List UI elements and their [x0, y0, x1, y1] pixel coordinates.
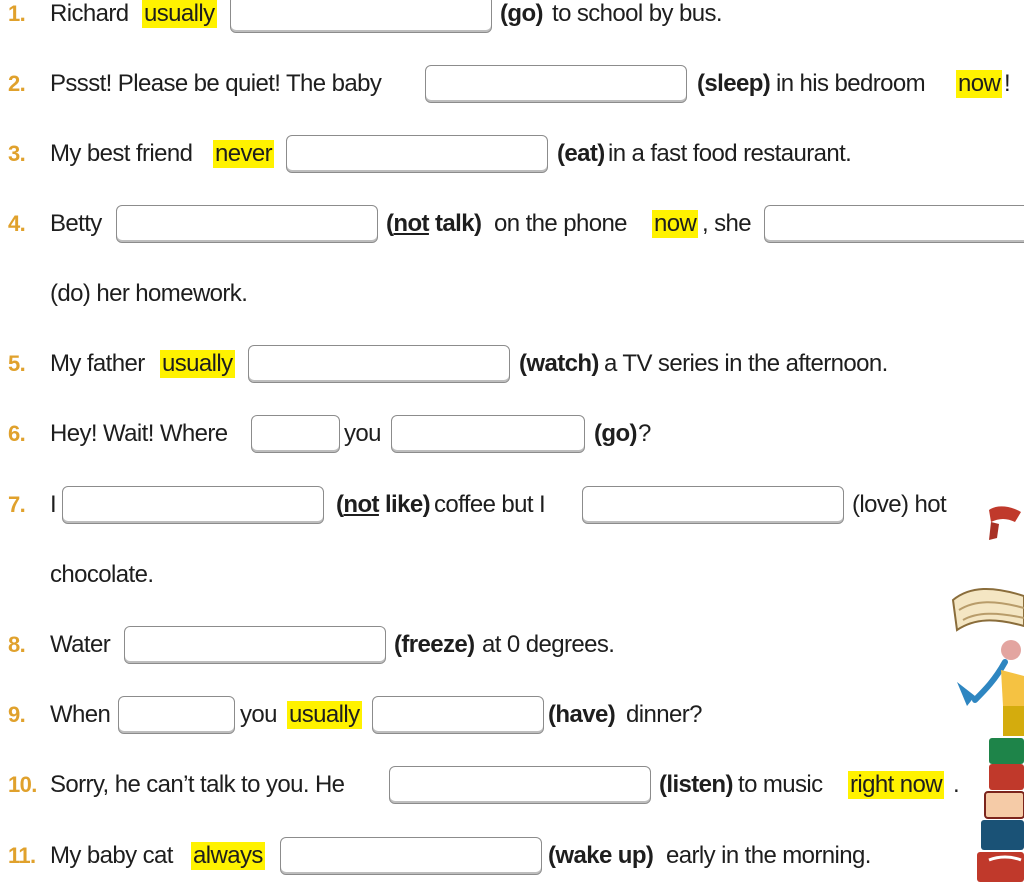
answer-box[interactable] — [372, 696, 544, 734]
exercise-item-7 — [0, 483, 1024, 527]
exercise-item-3 — [0, 132, 1024, 176]
item-text: in his bedroom — [776, 70, 926, 97]
item-text: Betty — [50, 210, 102, 237]
item-text: My baby cat — [50, 842, 173, 869]
stack-of-books-icon — [945, 500, 1024, 891]
highlight-word: now — [654, 210, 697, 237]
item-number: 4. — [8, 211, 26, 236]
item-number: 10. — [8, 772, 37, 797]
answer-box[interactable] — [230, 0, 492, 33]
verb-hint: (watch) — [519, 350, 599, 377]
item-text: (love) hot — [852, 491, 947, 518]
item-text: early in the morning. — [666, 842, 871, 869]
item-number: 8. — [8, 632, 26, 657]
answer-box[interactable] — [251, 415, 340, 453]
item-number: 9. — [8, 702, 26, 727]
highlight-word: now — [958, 70, 1001, 97]
item-number: 7. — [8, 492, 26, 517]
highlight-word: usually — [162, 350, 233, 377]
item-text: at 0 degrees. — [482, 631, 615, 658]
item-number: 1. — [8, 1, 26, 26]
exercise-item-6 — [0, 412, 1024, 456]
item-text: you — [344, 420, 381, 447]
answer-box[interactable] — [582, 486, 844, 524]
answer-box[interactable] — [118, 696, 235, 734]
exercise-item-4-continued — [0, 272, 1024, 316]
answer-box[interactable] — [389, 766, 651, 804]
exercise-item-9 — [0, 693, 1024, 737]
highlight-word: usually — [289, 701, 360, 728]
highlight-word: usually — [144, 0, 215, 27]
item-text: ! — [1004, 70, 1011, 97]
item-text: Water — [50, 631, 111, 658]
exercise-item-10 — [0, 763, 1024, 807]
verb-hint: (sleep) — [697, 70, 771, 97]
answer-box[interactable] — [124, 626, 386, 664]
answer-box[interactable] — [764, 205, 1024, 243]
item-text: Richard — [50, 0, 129, 27]
verb-hint: (have) — [548, 701, 616, 728]
item-text: ? — [638, 420, 651, 447]
answer-box[interactable] — [62, 486, 324, 524]
item-text: , she — [702, 210, 752, 237]
exercise-item-1 — [0, 0, 1024, 36]
exercise-item-5 — [0, 342, 1024, 386]
item-text: to music — [738, 771, 823, 798]
exercise-item-8 — [0, 623, 1024, 667]
item-text: . — [953, 771, 960, 798]
item-text: (do) her homework. — [50, 280, 248, 307]
verb-hint: (eat) — [557, 140, 605, 167]
item-text: chocolate. — [50, 561, 154, 588]
item-text: Hey! Wait! Where — [50, 420, 228, 447]
exercise-item-2 — [0, 62, 1024, 106]
item-text: you — [240, 701, 277, 728]
item-number: 2. — [8, 71, 26, 96]
item-number: 3. — [8, 141, 26, 166]
item-text: I — [50, 491, 57, 518]
verb-hint: (go) — [594, 420, 637, 447]
item-text: When — [50, 701, 111, 728]
answer-box[interactable] — [391, 415, 585, 453]
verb-hint: (not like) — [336, 491, 431, 518]
verb-hint: (listen) — [659, 771, 733, 798]
exercise-item-4 — [0, 202, 1024, 246]
item-text: Sorry, he can’t talk to you. He — [50, 771, 345, 798]
item-text: on the phone — [494, 210, 627, 237]
answer-box[interactable] — [116, 205, 378, 243]
exercise-item-7-continued — [0, 553, 1024, 597]
verb-hint: (not talk) — [386, 210, 482, 237]
item-text: My best friend — [50, 140, 193, 167]
item-text: Pssst! Please be quiet! The baby — [50, 70, 382, 97]
highlight-word: never — [215, 140, 273, 167]
highlight-word: always — [193, 842, 263, 869]
verb-hint: (freeze) — [394, 631, 475, 658]
item-number: 5. — [8, 351, 26, 376]
exercise-item-11 — [0, 834, 1024, 878]
answer-box[interactable] — [425, 65, 687, 103]
item-number: 6. — [8, 421, 26, 446]
item-text: My father — [50, 350, 145, 377]
answer-box[interactable] — [248, 345, 510, 383]
item-text: dinner? — [626, 701, 702, 728]
verb-hint: (go) — [500, 0, 543, 27]
answer-box[interactable] — [286, 135, 548, 173]
item-text: in a fast food restaurant. — [608, 140, 852, 167]
verb-hint: (wake up) — [548, 842, 654, 869]
item-number: 11. — [8, 843, 36, 868]
highlight-word: right now — [850, 771, 942, 798]
item-text: coffee but I — [434, 491, 546, 518]
item-text: a TV series in the afternoon. — [604, 350, 888, 377]
answer-box[interactable] — [280, 837, 542, 875]
item-text: to school by bus. — [552, 0, 722, 27]
